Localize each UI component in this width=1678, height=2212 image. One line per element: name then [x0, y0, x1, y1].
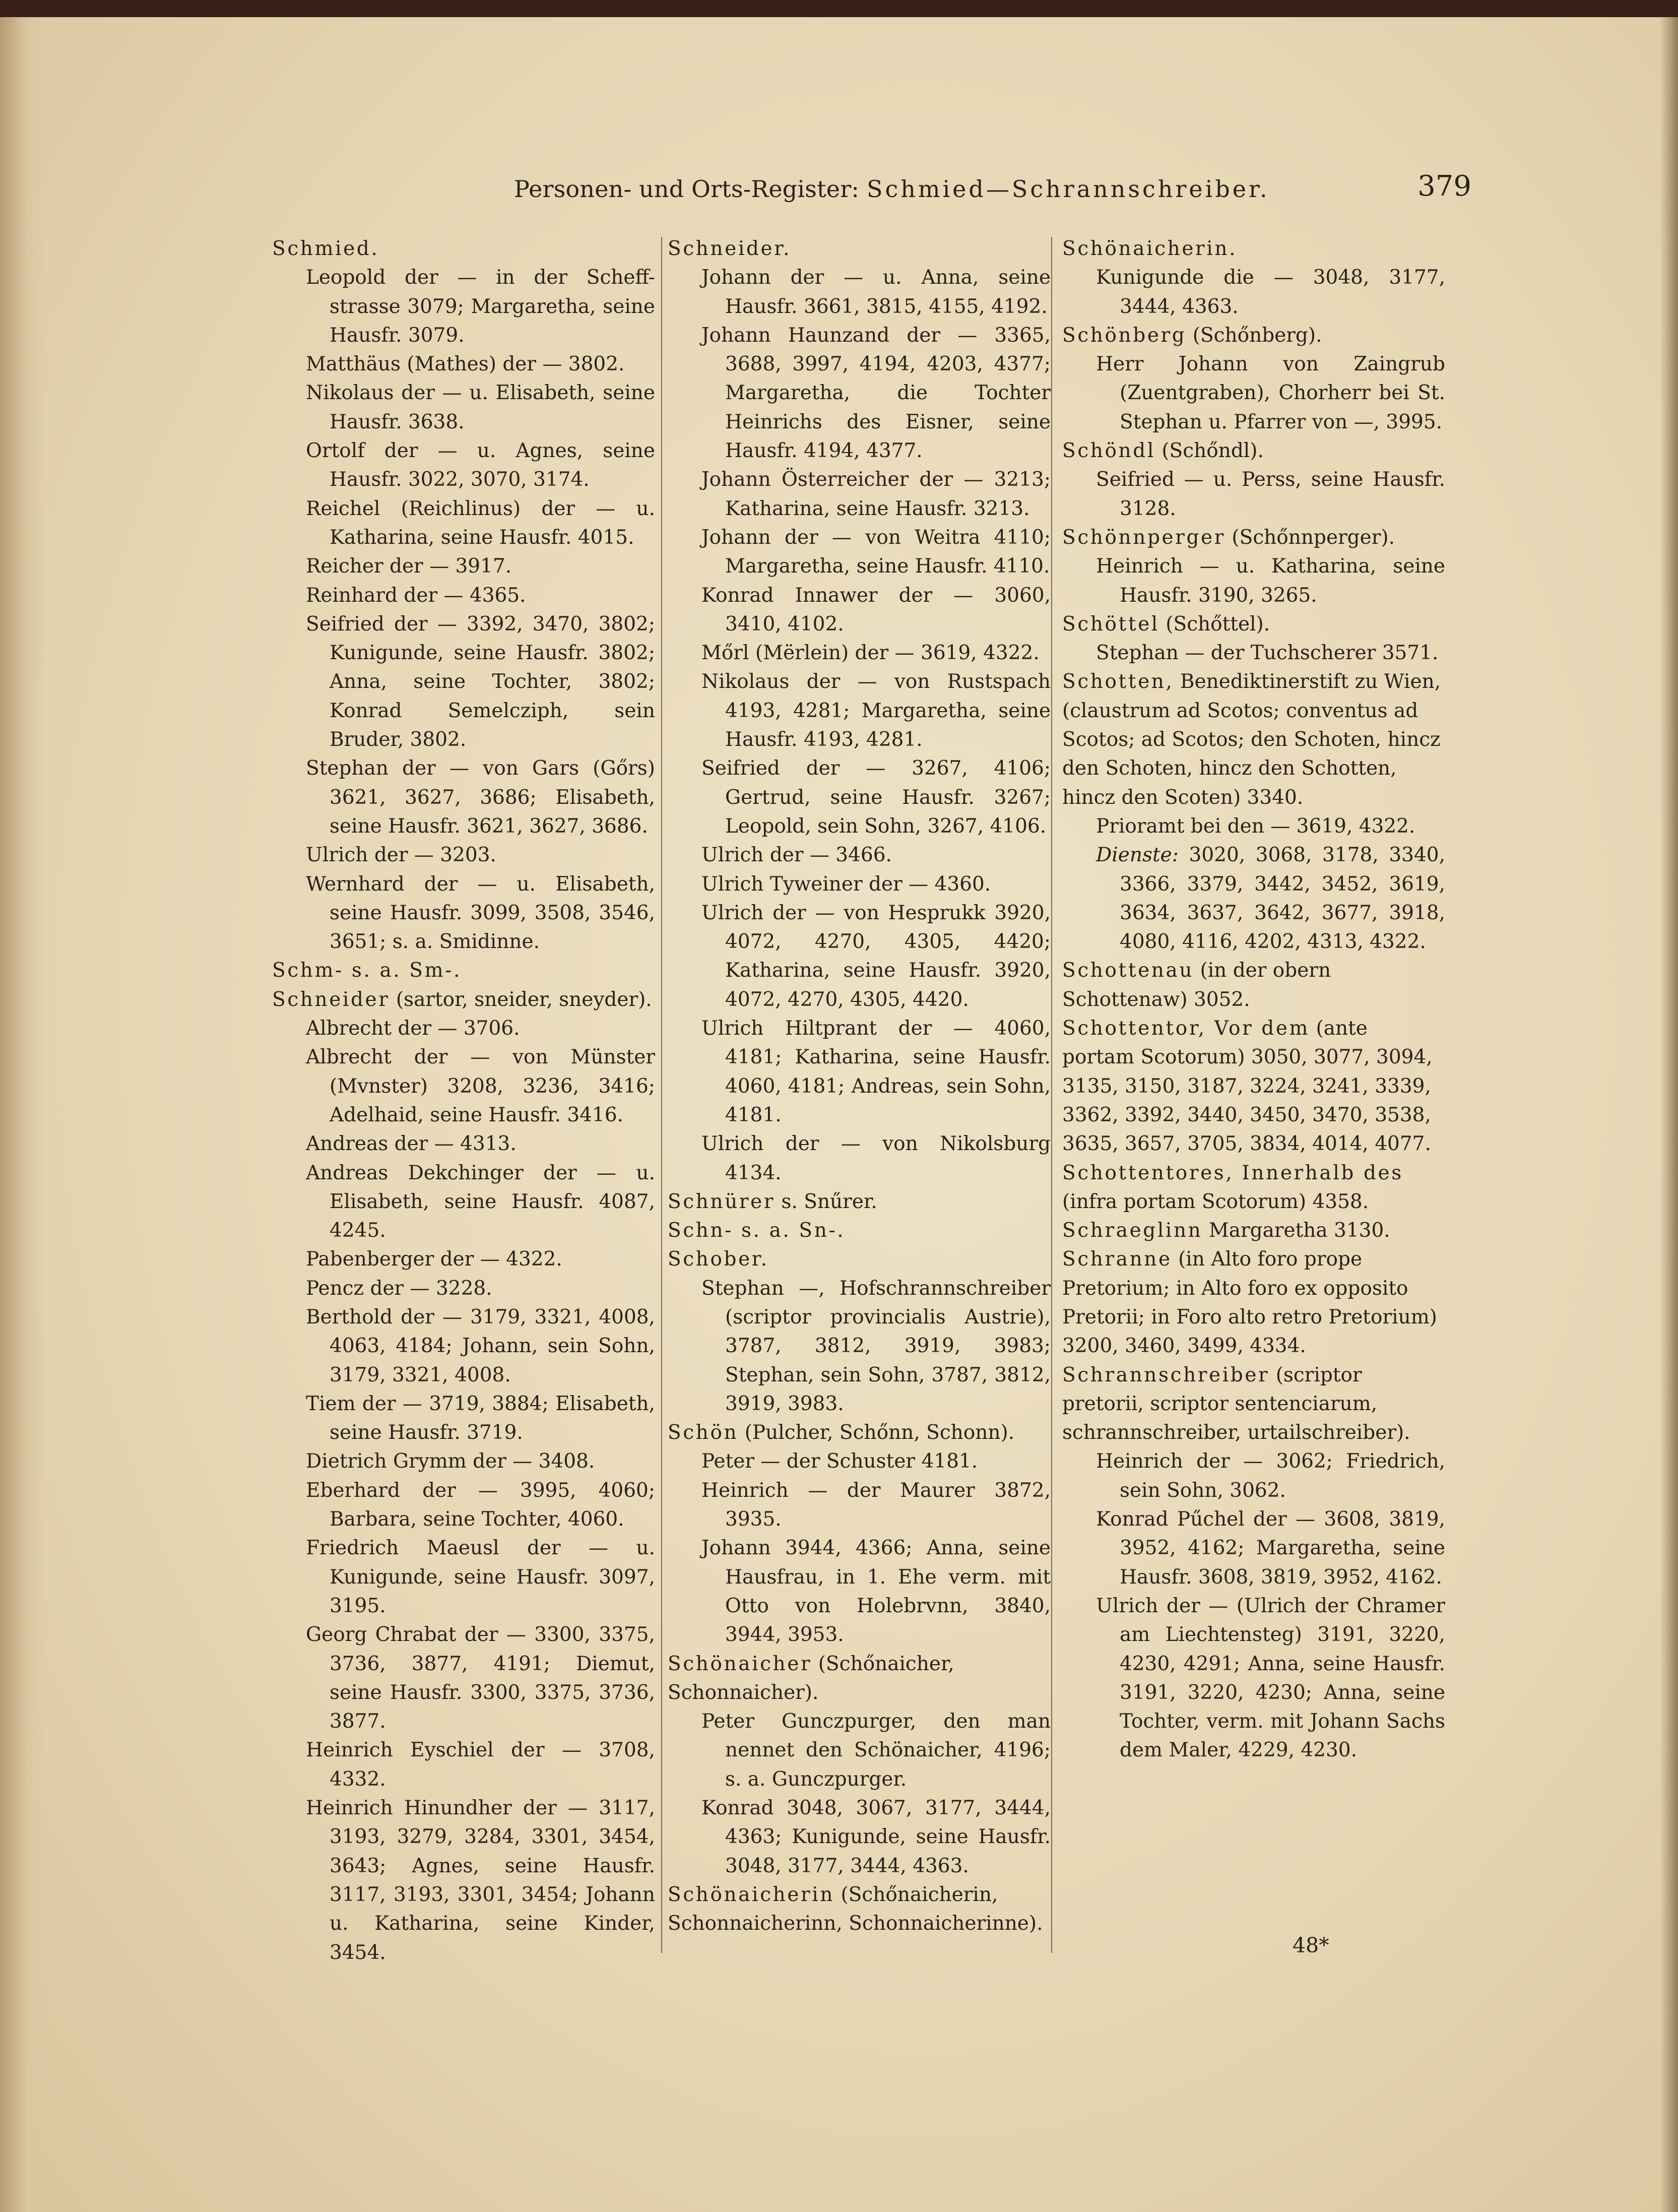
header-title: Personen- und Orts-Register:	[514, 175, 860, 203]
headword: Schneider	[272, 988, 390, 1011]
entry-text: Heinrich Eyschiel der — 3708, 4332.	[306, 1739, 655, 1791]
index-subentry	[306, 436, 655, 494]
entry-text: Konrad 3048, 3067, 3177, 3444, 4363; Kunigunde, seine Hausfr. 3048, 3177, 3444, 4363.	[701, 1797, 1051, 1877]
index-subentry	[306, 378, 655, 436]
entry-text: Herr Johann von Zaingrub (Zuentgraben), Chorherr bei St. Stephan u. Pfarrer von —, 3995.	[1096, 353, 1445, 433]
entry-text: (sartor, sneider, sneyder).	[396, 988, 652, 1011]
headword: Schrannschreiber	[1062, 1363, 1270, 1386]
headword: Schnürer	[668, 1190, 776, 1213]
entry-text: (ante portam Scotorum) 3050, 3077, 3094, 3135, 3150, 3187, 3224, 3241, 3339, 3362, 3392, 3440, 3450, 3470, 3538, 3635, 3657, 3705, 3834, 4014, 4077.	[1062, 1017, 1433, 1156]
entry-text: Reichel (Reichlinus) der — u. Katharina, seine Hausfr. 4015.	[306, 497, 655, 549]
headword: Schottentores, Innerhalb des	[1062, 1161, 1403, 1184]
index-subentry	[306, 552, 655, 581]
index-subentry	[701, 1476, 1051, 1534]
entry-text: Nikolaus der — von Rustspach 4193, 4281; Margaretha, seine Hausfr. 4193, 4281.	[701, 670, 1051, 751]
index-subentry	[306, 1620, 655, 1736]
index-headword-entry	[1062, 610, 1445, 639]
index-subentry	[1096, 552, 1445, 610]
section-label: Dienste:	[1096, 844, 1179, 867]
index-headword-entry	[1062, 321, 1445, 350]
entry-text: Seifried der — 3392, 3470, 3802; Kunigunde, seine Hausfr. 3802; Anna, seine Tochter, 3802; Konrad Semelcziph, sein Bruder, 3802.	[306, 612, 655, 751]
index-subentry	[701, 1447, 1051, 1476]
entry-text: Johann der — von Weitra 4110; Margaretha, seine Hausfr. 4110.	[701, 526, 1051, 578]
headword: Schönaicherin.	[1062, 237, 1238, 260]
index-headword-entry	[1062, 1216, 1445, 1245]
entry-text: Georg Chrabat der — 3300, 3375, 3736, 3877, 4191; Diemut, seine Hausfr. 3300, 3375, 3736, 3877.	[306, 1623, 655, 1733]
index-subentry	[1096, 465, 1445, 523]
headword: Schönberg	[1062, 324, 1187, 347]
index-headword-entry	[668, 1216, 1051, 1245]
index-subentry	[306, 1274, 655, 1303]
entry-text: Stephan — der Tuchscherer 3571.	[1096, 642, 1439, 665]
entry-text: Albrecht der — von Münster (Mvnster) 3208, 3236, 3416; Adelhaid, seine Hausfr. 3416.	[306, 1046, 655, 1126]
index-subentry	[306, 1534, 655, 1620]
page-gutter-shadow	[0, 17, 45, 2212]
index-headword-entry	[1062, 234, 1445, 263]
entry-text: Konrad Innawer der — 3060, 3410, 4102.	[701, 584, 1051, 636]
page-edge-right	[1660, 17, 1678, 2212]
index-subentry	[701, 321, 1051, 465]
index-subentry	[701, 754, 1051, 841]
entry-text: Heinrich — u. Katharina, seine Hausfr. 3190, 3265.	[1096, 555, 1445, 607]
index-subentry	[306, 870, 655, 957]
entry-text: Stephan der — von Gars (Gőrs) 3621, 3627, 3686; Elisabeth, seine Hausfr. 3621, 3627, 3686.	[306, 757, 655, 838]
index-subentry	[306, 1389, 655, 1447]
entry-text: Nikolaus der — u. Elisabeth, seine Hausfr. 3638.	[306, 382, 655, 433]
entry-text: Peter Gunczpurger, den man nennet den Schönaicher, 4196; s. a. Gunczpurger.	[701, 1710, 1051, 1791]
index-subentry	[1096, 263, 1445, 321]
entry-text: s. Snűrer.	[781, 1190, 877, 1213]
entry-text: Margaretha 3130.	[1208, 1219, 1390, 1242]
index-subentry	[306, 494, 655, 552]
entry-text: 3020, 3068, 3178, 3340, 3366, 3379, 3442, 3452, 3619, 3634, 3637, 3642, 3677, 3918, 4080, 4116, 4202, 4313, 4322.	[1120, 844, 1445, 954]
entry-text: Ulrich Tyweiner der — 4360.	[701, 872, 991, 896]
entry-text: Prioramt bei den — 3619, 4322.	[1096, 814, 1415, 838]
index-subentry	[306, 1303, 655, 1389]
index-headword-entry	[272, 956, 655, 985]
index-column-3	[1062, 234, 1445, 1765]
index-headword-entry	[1062, 1159, 1445, 1217]
entry-text: Matthäus (Mathes) der — 3802.	[306, 353, 625, 376]
entry-text: Ulrich Hiltprant der — 4060, 4181; Katharina, seine Hausfr. 4060, 4181; Andreas, sein Sohn, 4181.	[701, 1017, 1051, 1126]
headword: Schottenau	[1062, 959, 1194, 982]
entry-text: Reicher der — 3917.	[306, 555, 512, 578]
index-subentry	[306, 1159, 655, 1245]
index-headword-entry	[668, 1187, 1051, 1216]
entry-text: (Schőnnperger).	[1232, 526, 1395, 549]
running-header	[514, 166, 1471, 212]
entry-text: Andreas der — 4313.	[306, 1132, 517, 1156]
entry-text: Wernhard der — u. Elisabeth, seine Hausfr. 3099, 3508, 3546, 3651; s. a. Smidinne.	[306, 872, 655, 954]
entry-text: Johann 3944, 4366; Anna, seine Hausfrau, in 1. Ehe verm. mit Otto von Holebrvnn, 3840, 3944, 3953.	[701, 1537, 1051, 1647]
entry-text: Ulrich der — 3466.	[701, 844, 892, 867]
index-headword-entry	[1062, 956, 1445, 1014]
page-number: 379	[1417, 170, 1471, 203]
entry-text: Heinrich — der Maurer 3872, 3935.	[701, 1479, 1051, 1531]
entry-text: Eberhard der — 3995, 4060; Barbara, seine Tochter, 4060.	[306, 1479, 655, 1531]
header-range: Schmied—Schrannschreiber.	[866, 175, 1270, 203]
index-subentry	[306, 841, 655, 869]
index-subentry	[701, 667, 1051, 754]
headword: Schn- s. a. Sn-.	[668, 1219, 846, 1242]
index-subentry	[1096, 639, 1445, 667]
index-subentry	[306, 581, 655, 610]
headword: Schöndl	[1062, 439, 1155, 463]
index-subentry	[1096, 1447, 1445, 1505]
entry-text: Pabenberger der — 4322.	[306, 1248, 562, 1271]
column-divider	[661, 237, 662, 1953]
index-subentry	[306, 1043, 655, 1129]
entry-text: Stephan —, Hofschrannschreiber (scriptor provincialis Austrie), 3787, 3812, 3919, 3983; Stephan, sein Sohn, 3787, 3812, 3919, 3983.	[701, 1277, 1051, 1415]
index-subentry	[701, 841, 1051, 869]
entry-text: Ulrich der — 3203.	[306, 844, 496, 867]
index-subentry	[306, 610, 655, 754]
headword: Schober.	[668, 1248, 769, 1271]
index-headword-entry	[1062, 1245, 1445, 1360]
entry-text: (Schőnaicherin, Schonnaicherinn, Schonnaicherinne).	[668, 1883, 1043, 1935]
headword: Schönnperger	[1062, 526, 1225, 549]
index-subentry	[701, 1274, 1051, 1418]
entry-text: Andreas Dekchinger der — u. Elisabeth, seine Hausfr. 4087, 4245.	[306, 1161, 655, 1242]
headword: Schranne	[1062, 1248, 1172, 1271]
index-subentry	[306, 1129, 655, 1158]
index-headword-entry	[272, 985, 655, 1014]
entry-text: Johann Haunzand der — 3365, 3688, 3997, 4194, 4203, 4377; Margaretha, die Tochter Heinrichs des Eisner, seine Hausfr. 4194, 4377.	[701, 324, 1051, 463]
entry-text: Ortolf der — u. Agnes, seine Hausfr. 3022, 3070, 3174.	[306, 439, 655, 491]
index-subentry	[306, 1476, 655, 1534]
headword: Schneider.	[668, 237, 792, 260]
entry-text: Friedrich Maeusl der — u. Kunigunde, seine Hausfr. 3097, 3195.	[306, 1537, 655, 1617]
index-column-2	[668, 234, 1051, 1938]
entry-text: Mőrl (Mërlein) der — 3619, 4322.	[701, 642, 1040, 665]
entry-text: Reinhard der — 4365.	[306, 584, 526, 607]
headword: Schönaicher	[668, 1652, 812, 1675]
index-subentry	[701, 581, 1051, 639]
entry-text: Seifried — u. Perss, seine Hausfr. 3128.	[1096, 468, 1445, 520]
index-column-1	[272, 234, 655, 1967]
entry-text: Johann Österreicher der — 3213; Katharina, seine Hausfr. 3213.	[701, 468, 1051, 520]
entry-text: Seifried der — 3267, 4106; Gertrud, seine Hausfr. 3267; Leopold, sein Sohn, 3267, 4106.	[701, 757, 1051, 838]
entry-text: Leopold der — in der Scheff-strasse 3079; Margaretha, seine Hausfr. 3079.	[306, 266, 655, 347]
entry-text: Kunigunde die — 3048, 3177, 3444, 4363.	[1096, 266, 1445, 318]
entry-text: (infra portam Scotorum) 4358.	[1062, 1190, 1369, 1213]
index-subentry	[701, 263, 1051, 321]
index-headword-entry	[1062, 1361, 1445, 1447]
index-headword-entry	[668, 1245, 1051, 1274]
entry-text: Tiem der — 3719, 3884; Elisabeth, seine Hausfr. 3719.	[306, 1392, 655, 1444]
index-subentry	[701, 465, 1051, 523]
entry-text: Dietrich Grymm der — 3408.	[306, 1450, 595, 1473]
entry-text: (Pulcher, Schőnn, Schonn).	[744, 1421, 1015, 1444]
entry-text: (Schőnberg).	[1192, 324, 1322, 347]
headword: Schöttel	[1062, 612, 1159, 636]
entry-text: Johann der — u. Anna, seine Hausfr. 3661, 3815, 4155, 4192.	[701, 266, 1051, 318]
entry-text: (in der obern Schottenaw) 3052.	[1062, 959, 1331, 1011]
index-subentry	[1096, 1505, 1445, 1592]
index-subentry	[701, 870, 1051, 899]
index-subentry	[701, 523, 1051, 581]
headword: Schönaicherin	[668, 1883, 835, 1906]
index-subentry	[306, 263, 655, 350]
entry-text: Ulrich der — von Hesprukk 3920, 4072, 4270, 4305, 4420; Katharina, seine Hausfr. 3920, 4072, 4270, 4305, 4420.	[701, 901, 1051, 1011]
index-subentry	[1096, 812, 1445, 841]
headword: Schraeglinn	[1062, 1219, 1203, 1242]
index-headword-entry	[668, 234, 1051, 263]
book-edge-top	[0, 0, 1678, 17]
index-subentry	[701, 639, 1051, 667]
index-subentry	[1096, 841, 1445, 956]
index-headword-entry	[1062, 667, 1445, 811]
entry-text: (Schőnaicher, Schonnaicher).	[668, 1652, 954, 1704]
headword: Schottentor, Vor dem	[1062, 1017, 1310, 1040]
index-headword-entry	[668, 1880, 1051, 1938]
column-divider	[1051, 237, 1052, 1953]
index-subentry	[306, 1447, 655, 1476]
index-subentry	[701, 1707, 1051, 1794]
index-subentry	[701, 1794, 1051, 1880]
entry-text: Ulrich der — von Nikolsburg 4134.	[701, 1132, 1051, 1184]
entry-text: Ulrich der — (Ulrich der Chramer am Liechtensteg) 3191, 3220, 4230, 4291; Anna, seine Hausfr. 3191, 3220, 4230; Anna, seine Tochter, verm. mit Johann Sachs dem Maler, 4229, 4230.	[1096, 1594, 1445, 1762]
entry-text: (Schőttel).	[1166, 612, 1270, 636]
printer-signature: 48*	[1293, 1933, 1329, 1957]
index-subentry	[701, 899, 1051, 1014]
index-subentry	[701, 1014, 1051, 1129]
headword: Schön	[668, 1421, 739, 1444]
entry-text: (Schőndl).	[1161, 439, 1264, 463]
index-subentry	[306, 1794, 655, 1967]
headword: Schm- s. a. Sm-.	[272, 959, 462, 982]
index-headword-entry	[1062, 523, 1445, 552]
index-subentry	[306, 350, 655, 378]
entry-text: Heinrich der — 3062; Friedrich, sein Sohn, 3062.	[1096, 1450, 1445, 1502]
entry-text: Heinrich Hinundher der — 3117, 3193, 3279, 3284, 3301, 3454, 3643; Agnes, seine Hausfr. 3117, 3193, 3301, 3454; Johann u. Katharina, seine Kinder, 3454.	[306, 1797, 655, 1964]
index-headword-entry	[1062, 1014, 1445, 1158]
index-headword-entry	[272, 234, 655, 263]
entry-text: Benediktinerstift zu Wien, (claustrum ad Scotos; conventus ad Scotos; ad Scotos; den Schoten, hincz den Schoten, hincz den Schotten, hincz den Scoten) 3340.	[1062, 670, 1441, 809]
index-subentry	[306, 1014, 655, 1043]
entry-text: Konrad Pűchel der — 3608, 3819, 3952, 4162; Margaretha, seine Hausfr. 3608, 3819, 3952, 4162.	[1096, 1508, 1445, 1589]
entry-text: Albrecht der — 3706.	[306, 1017, 520, 1040]
headword: Schotten,	[1062, 670, 1174, 693]
index-subentry	[1096, 1592, 1445, 1765]
headword: Schmied.	[272, 237, 379, 260]
index-subentry	[306, 754, 655, 841]
entry-text: (in Alto foro prope Pretorium; in Alto foro ex opposito Pretorii; in Foro alto retro Pretorium) 3200, 3460, 3499, 4334.	[1062, 1248, 1437, 1358]
index-headword-entry	[1062, 436, 1445, 465]
index-subentry	[306, 1245, 655, 1274]
index-subentry	[1096, 350, 1445, 436]
index-subentry	[306, 1736, 655, 1794]
entry-text: (scriptor pretorii, scriptor sentenciarum, schrannschreiber, urtailschreiber).	[1062, 1363, 1410, 1444]
entry-text: Pencz der — 3228.	[306, 1277, 492, 1300]
index-headword-entry	[668, 1650, 1051, 1708]
index-subentry	[701, 1534, 1051, 1649]
entry-text: Berthold der — 3179, 3321, 4008, 4063, 4184; Johann, sein Sohn, 3179, 3321, 4008.	[306, 1305, 655, 1386]
index-headword-entry	[668, 1418, 1051, 1447]
entry-text: Peter — der Schuster 4181.	[701, 1450, 978, 1473]
index-subentry	[701, 1129, 1051, 1187]
